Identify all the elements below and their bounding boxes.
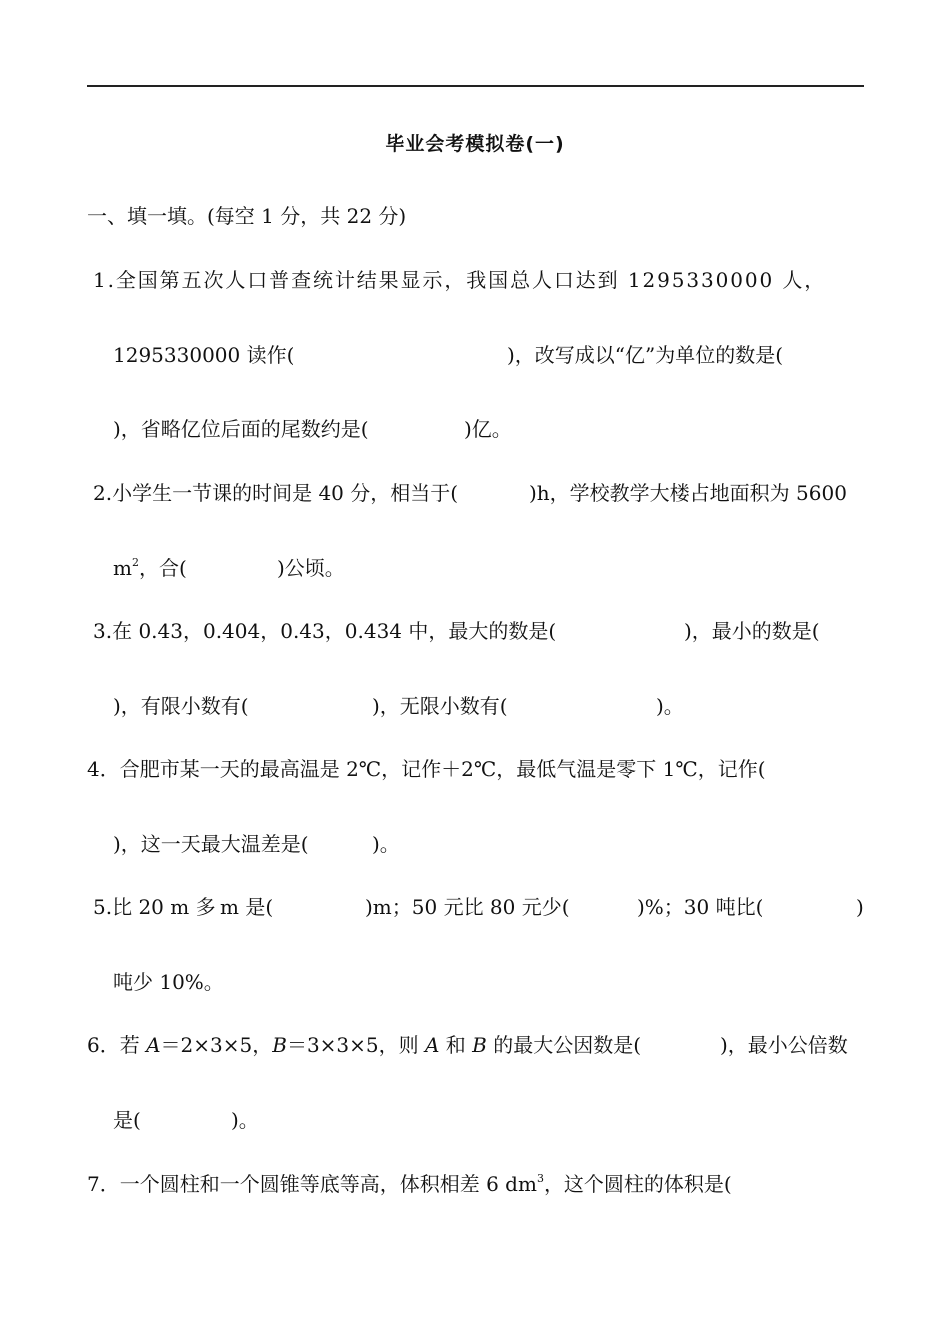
- q6-text-2: ＝2×3×5，: [160, 1033, 273, 1057]
- q1-line2b: )，改写成以“亿”为单位的数是(: [507, 343, 784, 367]
- q6-text-5: 的最大公因数是(: [486, 1033, 642, 1057]
- q4-line1: 4．合肥市某一天的最高温是 2℃，记作＋2℃，最低气温是零下 1℃，记作(: [87, 757, 766, 781]
- q7-line1: [87, 1170, 732, 1198]
- q5-line2: 吨少 10%。: [113, 970, 224, 994]
- q5-line1c: )m；50 元比 80 元少(: [365, 895, 570, 919]
- q2-line1b: )h，学校教学大楼占地面积为 5600: [529, 481, 847, 505]
- q3-line2a: )，有限小数有(: [113, 694, 249, 718]
- q1-line1: 1.全国第五次人口普查统计结果显示，我国总人口达到 1295330000 人，: [93, 268, 827, 292]
- page-title: 毕业会考模拟卷(一): [385, 133, 565, 155]
- q5-line1a: 5.比 20 m 多: [93, 895, 216, 919]
- q5-line1d: )%；30 吨比(: [637, 895, 764, 919]
- q4-line2a: )，这一天最大温差是(: [113, 832, 309, 856]
- q2-line2a: ，合(: [138, 556, 187, 580]
- q6-var-a-2: A: [425, 1033, 440, 1057]
- q3-line1b: )，最小的数是(: [684, 619, 820, 643]
- q6-text-3: ＝3×3×5，则: [286, 1033, 425, 1057]
- q1-line2a: 1295330000 读作(: [113, 343, 295, 367]
- header-rule: [87, 85, 864, 87]
- q6-line1: [87, 1031, 641, 1059]
- q2-unit-sup: 2: [131, 556, 139, 569]
- q4-line2b: )。: [372, 832, 400, 856]
- q3-line1a: 3.在 0.43，0.404，0.43，0.434 中，最大的数是(: [93, 619, 557, 643]
- q6-var-b-2: B: [472, 1033, 487, 1057]
- q6-var-b: B: [272, 1033, 287, 1057]
- q2-line1a: 2.小学生一节课的时间是 40 分，相当于(: [93, 481, 459, 505]
- q5-line1e: ): [856, 895, 864, 919]
- q1-line3b: )亿。: [464, 417, 512, 441]
- q7-text-2: ，这个圆柱的体积是(: [543, 1172, 732, 1196]
- q7-text-1: 7．一个圆柱和一个圆锥等底等高，体积相差 6 dm: [87, 1172, 537, 1196]
- q6-line2a: 是(: [113, 1108, 141, 1132]
- q2-unit: m: [113, 556, 132, 580]
- q6-text-1: 6．若: [87, 1033, 147, 1057]
- q7-sup: 3: [536, 1172, 544, 1185]
- q5-line1b: m 是(: [220, 895, 274, 919]
- q6-line1-end: )，最小公倍数: [720, 1033, 848, 1057]
- q2-line2b: )公顷。: [277, 556, 345, 580]
- q6-var-a: A: [146, 1033, 161, 1057]
- q3-line2b: )，无限小数有(: [372, 694, 508, 718]
- q1-line3a: )，省略亿位后面的尾数约是(: [113, 417, 369, 441]
- q6-line2b: )。: [231, 1108, 259, 1132]
- q6-text-4: 和: [439, 1033, 473, 1057]
- q3-line2c: )。: [656, 694, 684, 718]
- section-heading: 一、填一填。(每空 1 分，共 22 分): [87, 204, 407, 228]
- q2-line2: [113, 554, 187, 582]
